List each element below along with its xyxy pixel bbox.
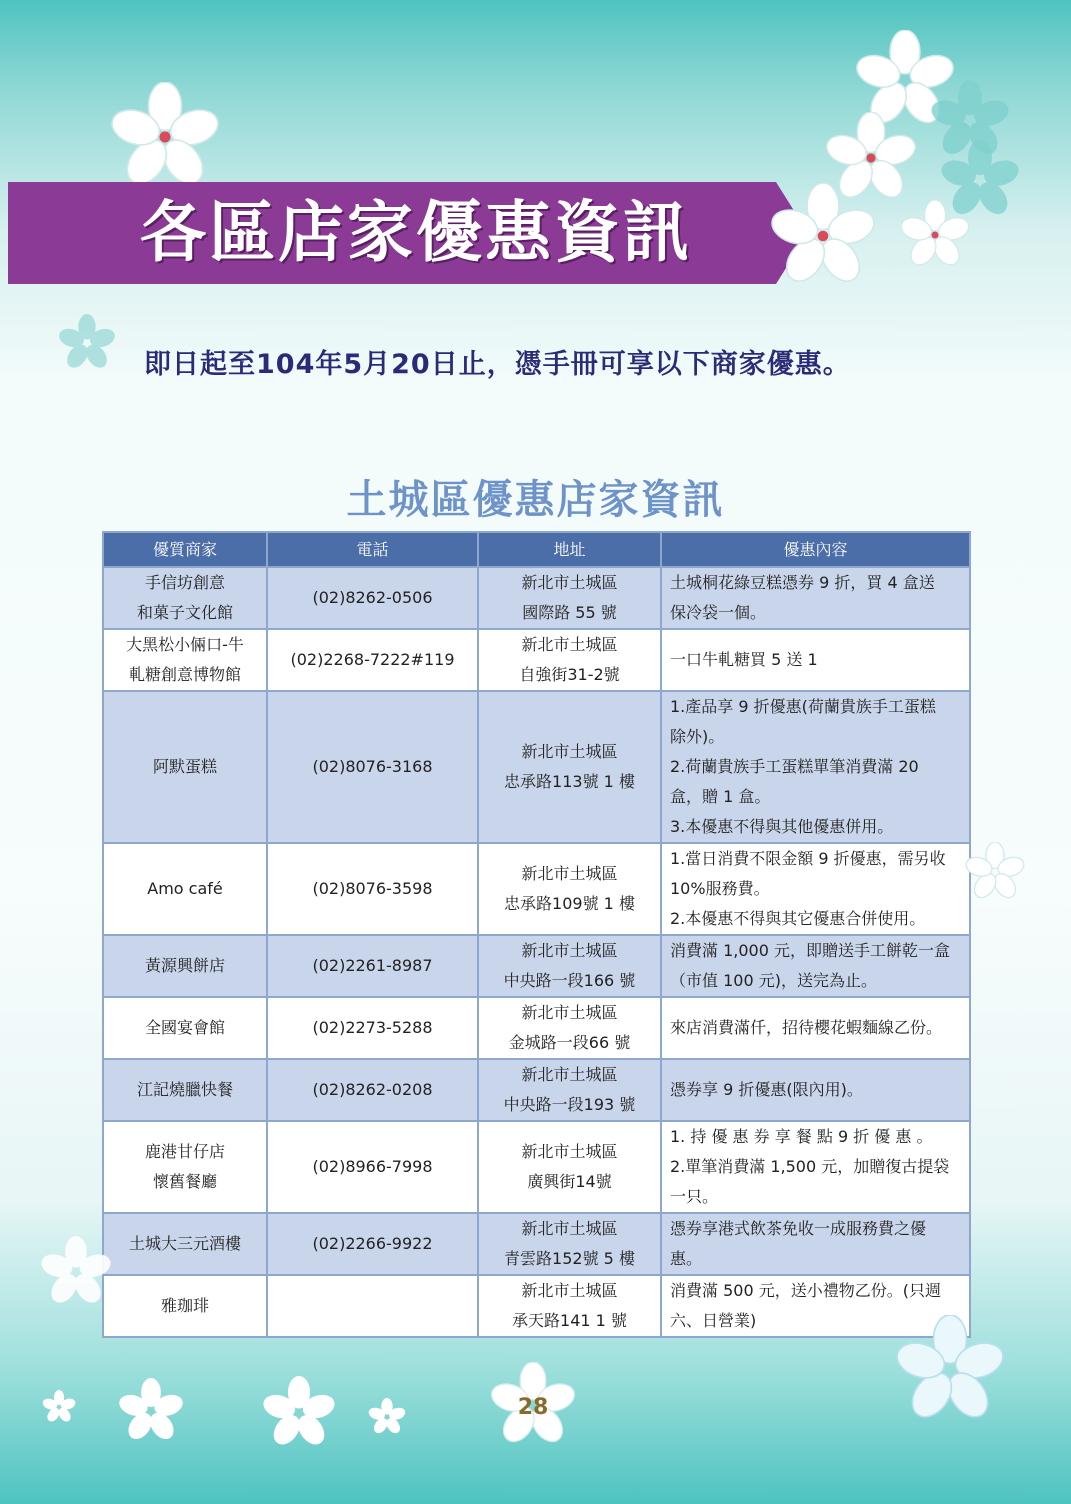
column-header-shop: 優質商家	[103, 532, 267, 567]
cell-line: 忠承路113號 1 樓	[504, 772, 635, 791]
offer-cell	[661, 997, 970, 1059]
address-cell	[478, 1121, 661, 1213]
tung-blossom-flower-icon	[118, 1378, 184, 1444]
cell-line: 廣興街14號	[527, 1172, 612, 1191]
table-row	[103, 1213, 970, 1275]
tung-blossom-flower-icon	[262, 1376, 336, 1450]
cell-line: Amo café	[147, 879, 223, 898]
cell-line: 消費滿 1,000 元，即贈送手工餅乾一盒	[670, 941, 950, 960]
shop-cell	[103, 1121, 267, 1213]
cell-line: 承天路141 1 號	[512, 1311, 627, 1330]
address-cell	[478, 935, 661, 997]
cell-line: 保冷袋一個。	[670, 603, 767, 622]
offer-cell	[661, 843, 970, 935]
table-row	[103, 1059, 970, 1121]
cell-line: 大黑松小倆口-牛	[126, 635, 244, 654]
shop-cell	[103, 629, 267, 691]
phone-cell: (02)2268-7222#119	[267, 629, 478, 691]
cell-line: 自強街31-2號	[519, 665, 620, 684]
cell-line: 10%服務費。	[670, 879, 770, 898]
cell-line: 新北市土城區	[521, 1142, 618, 1161]
cell-line: 新北市土城區	[521, 941, 618, 960]
cell-line: （市值 100 元)，送完為止。	[670, 971, 877, 990]
phone-cell: (02)2261-8987	[267, 935, 478, 997]
cell-line: 青雲路152號 5 樓	[504, 1249, 635, 1268]
cell-line: 一只。	[670, 1187, 719, 1206]
tung-blossom-flower-icon	[770, 183, 876, 289]
tung-blossom-flower-icon	[900, 200, 970, 270]
cell-line: 金城路一段66 號	[508, 1033, 631, 1052]
offer-cell	[661, 1121, 970, 1213]
cell-line: 1. 持 優 惠 券 享 餐 點 9 折 優 惠 。	[670, 1127, 933, 1146]
shop-cell	[103, 935, 267, 997]
phone-cell: (02)8262-0506	[267, 567, 478, 629]
table-row	[103, 997, 970, 1059]
tung-blossom-flower-icon	[58, 314, 116, 372]
cell-line: 中央路一段166 號	[503, 971, 636, 990]
cell-line: 忠承路109號 1 樓	[504, 894, 635, 913]
offer-cell	[661, 629, 970, 691]
cell-line: 惠。	[670, 1249, 703, 1268]
cell-line: 2.本優惠不得與其它優惠合併使用。	[670, 909, 926, 928]
cell-line: 六、日營業)	[670, 1311, 757, 1330]
table-row	[103, 935, 970, 997]
phone-cell: (02)8076-3598	[267, 843, 478, 935]
phone-cell	[267, 1275, 478, 1337]
address-cell	[478, 691, 661, 843]
table-row	[103, 1121, 970, 1213]
shop-cell	[103, 843, 267, 935]
offer-cell	[661, 1213, 970, 1275]
promotion-period: 即日起至104年5月20日止，憑手冊可享以下商家優惠。	[144, 349, 851, 380]
phone-cell: (02)2273-5288	[267, 997, 478, 1059]
table-header-row	[103, 532, 970, 567]
cell-line: 江記燒臘快餐	[136, 1080, 233, 1099]
column-header-offer: 優惠內容	[661, 532, 970, 567]
address-cell	[478, 567, 661, 629]
offer-cell	[661, 935, 970, 997]
shop-cell	[103, 1059, 267, 1121]
cell-line: 國際路 55 號	[522, 603, 617, 622]
shop-cell	[103, 997, 267, 1059]
cell-line: 土城大三元酒樓	[128, 1234, 241, 1253]
cell-line: 黃源興餅店	[144, 956, 225, 975]
cell-line: 新北市土城區	[521, 1003, 618, 1022]
section-title: 土城區優惠店家資訊	[346, 477, 725, 523]
phone-cell: (02)2266-9922	[267, 1213, 478, 1275]
shop-cell	[103, 1275, 267, 1337]
cell-line: 1.產品享 9 折優惠(荷蘭貴族手工蛋糕	[670, 697, 936, 716]
cell-line: 憑券享港式飲茶免收一成服務費之優	[670, 1219, 927, 1238]
address-cell	[478, 1275, 661, 1337]
cell-line: 新北市土城區	[521, 864, 618, 883]
tung-blossom-flower-icon	[40, 1236, 112, 1308]
offer-cell	[661, 567, 970, 629]
cell-line: 中央路一段193 號	[503, 1095, 636, 1114]
table-row	[103, 629, 970, 691]
shop-discount-table	[102, 531, 971, 1338]
offer-cell	[661, 1059, 970, 1121]
cell-line: 新北市土城區	[521, 573, 618, 592]
tung-blossom-flower-icon	[965, 842, 1025, 902]
cell-line: 手信坊創意	[144, 573, 225, 592]
cell-line: 雅珈琲	[160, 1296, 209, 1315]
cell-line: 新北市土城區	[521, 1219, 618, 1238]
cell-line: 盒，贈 1 盒。	[670, 787, 771, 806]
cell-line: 和菓子文化館	[136, 603, 233, 622]
cell-line: 2.單筆消費滿 1,500 元，加贈復古提袋	[670, 1157, 950, 1176]
shop-cell	[103, 1213, 267, 1275]
column-header-phone: 電話	[267, 532, 478, 567]
cell-line: 一口牛軋糖買 5 送 1	[670, 650, 818, 669]
page-title: 各區店家優惠資訊	[140, 194, 692, 271]
address-cell	[478, 1213, 661, 1275]
cell-line: 阿默蛋糕	[152, 757, 217, 776]
cell-line: 來店消費滿仟，招待櫻花蝦麵線乙份。	[670, 1018, 943, 1037]
cell-line: 2.荷蘭貴族手工蛋糕單筆消費滿 20	[670, 757, 919, 776]
cell-line: 土城桐花綠豆糕憑券 9 折，買 4 盒送	[670, 573, 935, 592]
cell-line: 懷舊餐廳	[152, 1172, 217, 1191]
table-row	[103, 843, 970, 935]
page-number: 28	[517, 1395, 549, 1420]
phone-cell: (02)8966-7998	[267, 1121, 478, 1213]
cell-line: 軋糖創意博物館	[128, 665, 241, 684]
cell-line: 全國宴會館	[144, 1018, 225, 1037]
cell-line: 新北市土城區	[521, 1281, 618, 1300]
cell-line: 新北市土城區	[521, 742, 618, 761]
address-cell	[478, 997, 661, 1059]
table-row	[103, 691, 970, 843]
table-row	[103, 1275, 970, 1337]
cell-line: 新北市土城區	[521, 635, 618, 654]
cell-line: 除外)。	[670, 727, 725, 746]
cell-line: 消費滿 500 元，送小禮物乙份。(只週	[670, 1281, 941, 1300]
column-header-address: 地址	[478, 532, 661, 567]
tung-blossom-flower-icon	[368, 1398, 406, 1436]
table-row	[103, 567, 970, 629]
cell-line: 鹿港甘仔店	[144, 1142, 225, 1161]
address-cell	[478, 1059, 661, 1121]
offer-cell	[661, 691, 970, 843]
address-cell	[478, 629, 661, 691]
tung-blossom-flower-icon	[42, 1390, 76, 1424]
shop-cell	[103, 691, 267, 843]
tung-blossom-flower-icon	[110, 82, 220, 192]
cell-line: 1.當日消費不限金額 9 折優惠，需另收	[670, 849, 946, 868]
shop-cell	[103, 567, 267, 629]
phone-cell: (02)8262-0208	[267, 1059, 478, 1121]
phone-cell: (02)8076-3168	[267, 691, 478, 843]
address-cell	[478, 843, 661, 935]
cell-line: 新北市土城區	[521, 1065, 618, 1084]
cell-line: 3.本優惠不得與其他優惠併用。	[670, 817, 894, 836]
cell-line: 憑券享 9 折優惠(限內用)。	[670, 1080, 863, 1099]
tung-blossom-flower-icon	[895, 1315, 1005, 1425]
